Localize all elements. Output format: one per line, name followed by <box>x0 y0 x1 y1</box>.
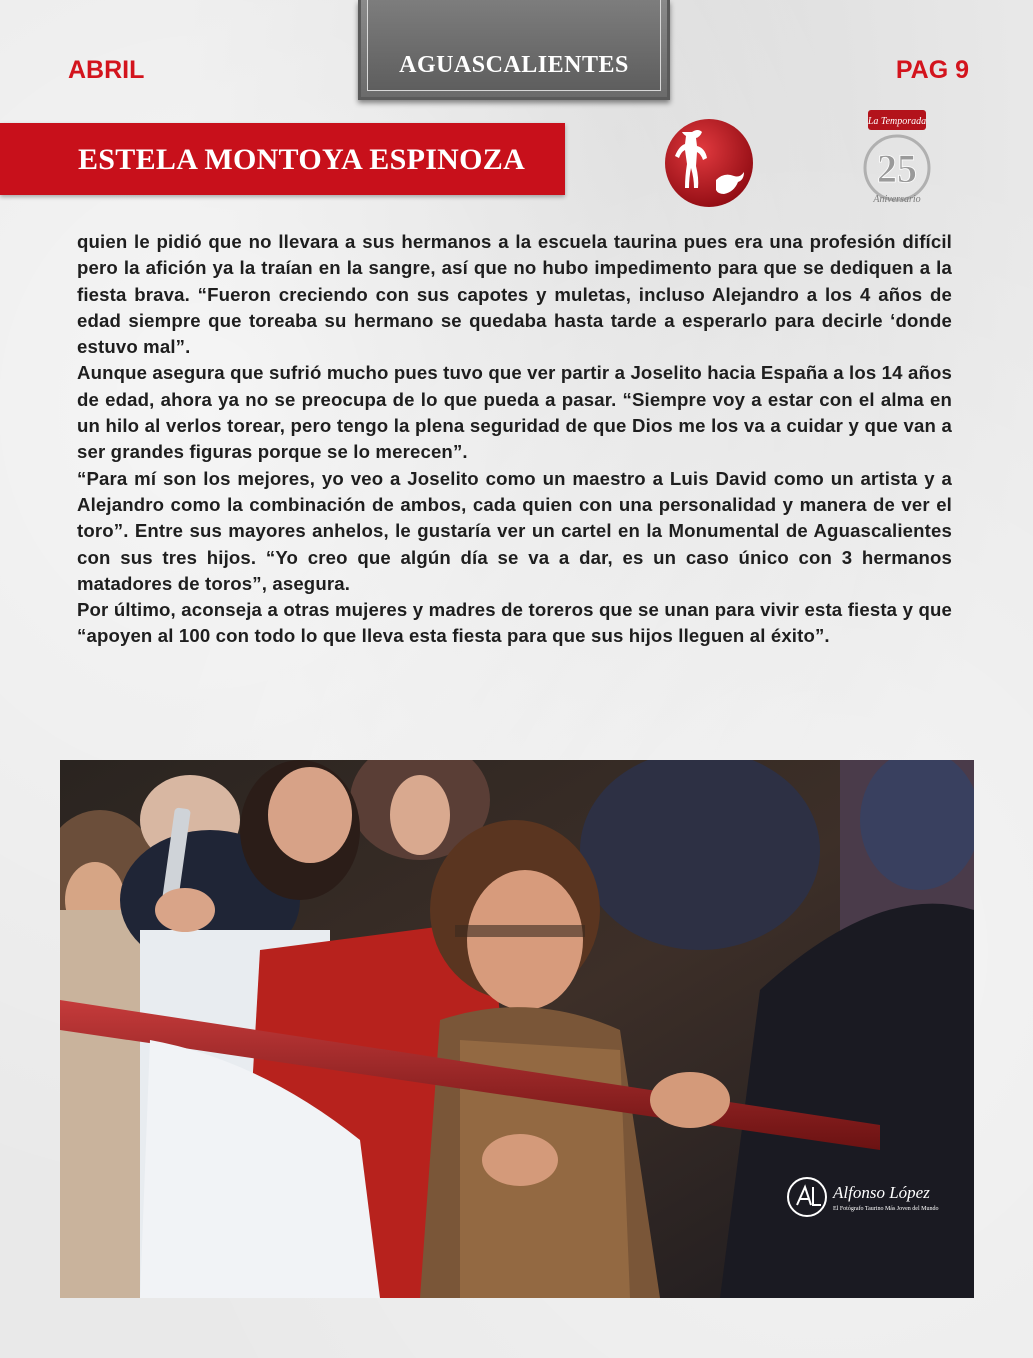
page-number: PAG 9 <box>895 56 969 84</box>
anniversary-logo <box>856 108 938 208</box>
photographer-tagline: El Fotógrafo Taurino Más Joven del Mundo <box>833 1206 939 1212</box>
article-paragraph: quien le pidió que no llevara a sus hermanos a la escuela taurina pues era una profesión difícil pero la afición ya la traían en la sangre, así que no hubo impedimento para que se dediquen a la fiesta brava. “Fueron creciendo con sus capotes y muletas, incluso Alejandro a los 4 años de edad siempre que toreaba su hermano se quedaba hasta tarde a esperarlo para decirle ‘donde estuvo mal”. <box>77 231 952 358</box>
article-paragraph: Aunque asegura que sufrió mucho pues tuvo que ver partir a Joselito hacia España a los 14 años de edad, ahora ya no se preocupa de lo que pueda a pasar. “Siempre voy a estar con el alma en un hilo al verlos torear, pero tengo la plena seguridad de que Dios me los va a cuidar y que van a ser grandes figuras porque se lo merecen”. <box>77 362 952 463</box>
photo-credit <box>785 1175 939 1225</box>
article-title: ESTELA MONTOYA ESPINOZA <box>78 143 526 176</box>
article-body <box>77 229 952 650</box>
photographer-logo-icon <box>785 1175 829 1219</box>
bullfighter-silhouette-icon <box>664 118 754 208</box>
article-paragraph: “Para mí son los mejores, yo veo a Joselito como un maestro a Luis David como un artista y a Alejandro como la combinación de ambos, cada quien con una personalidad y manera de ver el toro”. Entre sus mayores anhelos, le gustaría ver un cartel en la Monumental de Aguascalientes con sus tres hijos. “Yo creo que algún día se va a dar, es un caso único con 3 hermanos matadores de toros”, asegura. <box>77 467 952 594</box>
article-paragraph: Por último, aconseja a otras mujeres y madres de toreros que se unan para vivir esta fiesta y que “apoyen al 100 con todo lo que lleva esta fiesta para que sus hijos lleguen al éxito”. <box>77 599 952 647</box>
section-tab <box>358 0 670 100</box>
month-label: ABRIL <box>68 56 145 84</box>
anniversary-brand: La Temporada <box>867 116 927 127</box>
anniversary-number: 25 <box>877 146 917 191</box>
anniversary-word: Aniversario <box>873 194 921 205</box>
section-title: AGUASCALIENTES <box>399 52 629 78</box>
photographer-name: Alfonso López <box>833 1183 930 1202</box>
title-banner <box>0 123 565 195</box>
